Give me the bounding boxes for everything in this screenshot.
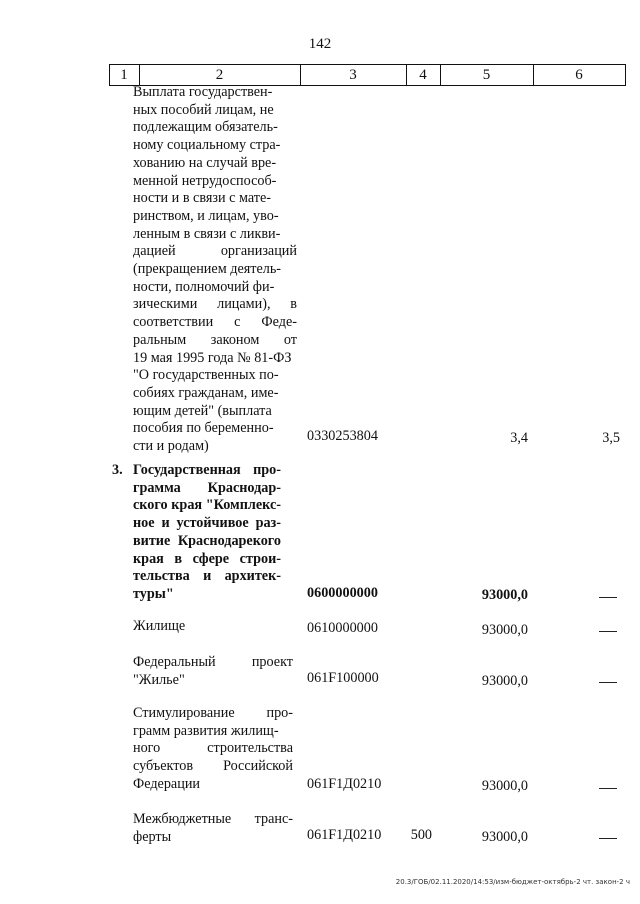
desc-line: края в сфере строи- bbox=[133, 550, 281, 567]
table-header-row bbox=[109, 64, 626, 86]
desc-line: сти и родам) bbox=[133, 438, 209, 455]
header-col-3: 3 bbox=[349, 67, 357, 83]
desc-line: ленным в связи с ликви- bbox=[133, 225, 281, 242]
desc-line: туры" bbox=[133, 585, 174, 602]
desc-line: тельства и архитек- bbox=[133, 568, 281, 585]
empty-dash bbox=[599, 631, 617, 632]
row-col4-value: 500 bbox=[410, 827, 432, 843]
row-description bbox=[133, 705, 293, 794]
row-amount-col5: 93000,0 bbox=[481, 673, 528, 689]
desc-line: Жилище bbox=[133, 618, 186, 634]
row-amount-col5: 93000,0 bbox=[481, 622, 528, 638]
desc-line: ральным законом от bbox=[133, 331, 297, 348]
program-title bbox=[133, 462, 281, 604]
row-description bbox=[133, 811, 293, 846]
row-code: 0610000000 bbox=[307, 620, 378, 636]
item-number: 3. bbox=[112, 462, 123, 478]
desc-line: 19 мая 1995 года № 81-ФЗ bbox=[133, 349, 292, 366]
row-amount-col5: 93000,0 bbox=[481, 829, 528, 845]
desc-line: подлежащим обязатель- bbox=[133, 119, 278, 136]
desc-line: ных пособий лицам, не bbox=[133, 101, 274, 118]
page-number: 142 bbox=[308, 36, 332, 52]
footer-note: 20.3/ГОБ/02.11.2020/14:53/изм-бюджет-октябрь-2 чт. закон-2 ч bbox=[395, 878, 630, 886]
empty-dash bbox=[599, 597, 617, 598]
desc-line: ного строительства bbox=[133, 740, 293, 757]
desc-line: хованию на случай вре- bbox=[133, 154, 277, 171]
row-amount-col6: 3,5 bbox=[602, 430, 620, 446]
empty-dash bbox=[599, 788, 617, 789]
empty-dash bbox=[599, 838, 617, 839]
desc-line: Государственная про- bbox=[133, 462, 281, 478]
desc-line: ского края "Комплекс- bbox=[133, 497, 281, 514]
desc-line: менной нетрудоспособ- bbox=[133, 172, 277, 189]
desc-line: собиях гражданам, име- bbox=[133, 384, 279, 401]
desc-line: дацией организаций bbox=[133, 243, 297, 260]
header-col-5: 5 bbox=[482, 67, 491, 83]
desc-line: соответствии с Феде- bbox=[133, 314, 297, 331]
desc-line: Межбюджетные транс- bbox=[133, 811, 293, 827]
row-amount-col5: 93000,0 bbox=[481, 587, 528, 603]
desc-line: ферты bbox=[133, 828, 172, 845]
empty-dash bbox=[599, 682, 617, 683]
row-description bbox=[133, 618, 293, 636]
desc-line: Федеральный проект bbox=[133, 654, 293, 670]
desc-line: ности, полномочий фи- bbox=[133, 278, 275, 295]
row-code: 061F100000 bbox=[307, 670, 379, 686]
desc-line: ности и в связи с мате- bbox=[133, 190, 272, 207]
desc-line: ному социальному стра- bbox=[133, 137, 281, 154]
desc-line: зическими лицами), в bbox=[133, 296, 297, 313]
header-col-2: 2 bbox=[215, 67, 224, 83]
desc-line: (прекращением деятель- bbox=[133, 261, 282, 278]
desc-line: Федерации bbox=[133, 775, 201, 792]
desc-line: пособия по беременно- bbox=[133, 420, 274, 437]
desc-line: ное и устойчивое раз- bbox=[133, 515, 281, 532]
row-code: 061F1Д0210 bbox=[307, 827, 382, 843]
row-code: 0330253804 bbox=[307, 428, 378, 444]
header-col-4: 4 bbox=[419, 67, 427, 83]
row-amount-col5: 93000,0 bbox=[481, 778, 528, 794]
desc-line: грамма Краснодар- bbox=[133, 479, 281, 496]
desc-line: субъектов Российской bbox=[133, 758, 293, 775]
desc-line: витие Краснодарекого bbox=[133, 532, 281, 549]
row-amount-col5: 3,4 bbox=[510, 430, 528, 446]
row-description bbox=[133, 84, 297, 456]
desc-line: "Жилье" bbox=[133, 671, 185, 688]
row-code: 061F1Д0210 bbox=[307, 776, 382, 792]
desc-line: "О государственных по- bbox=[133, 367, 279, 384]
desc-line: ющим детей" (выплата bbox=[133, 402, 272, 419]
row-code: 0600000000 bbox=[307, 585, 378, 601]
desc-line: ринством, и лицам, уво- bbox=[133, 207, 279, 224]
desc-line: Стимулирование про- bbox=[133, 705, 293, 721]
row-description bbox=[133, 654, 293, 689]
header-col-1: 1 bbox=[120, 67, 128, 83]
desc-line: Выплата государствен- bbox=[133, 84, 273, 100]
header-col-6: 6 bbox=[575, 67, 583, 83]
desc-line: грамм развития жилищ- bbox=[133, 722, 279, 739]
